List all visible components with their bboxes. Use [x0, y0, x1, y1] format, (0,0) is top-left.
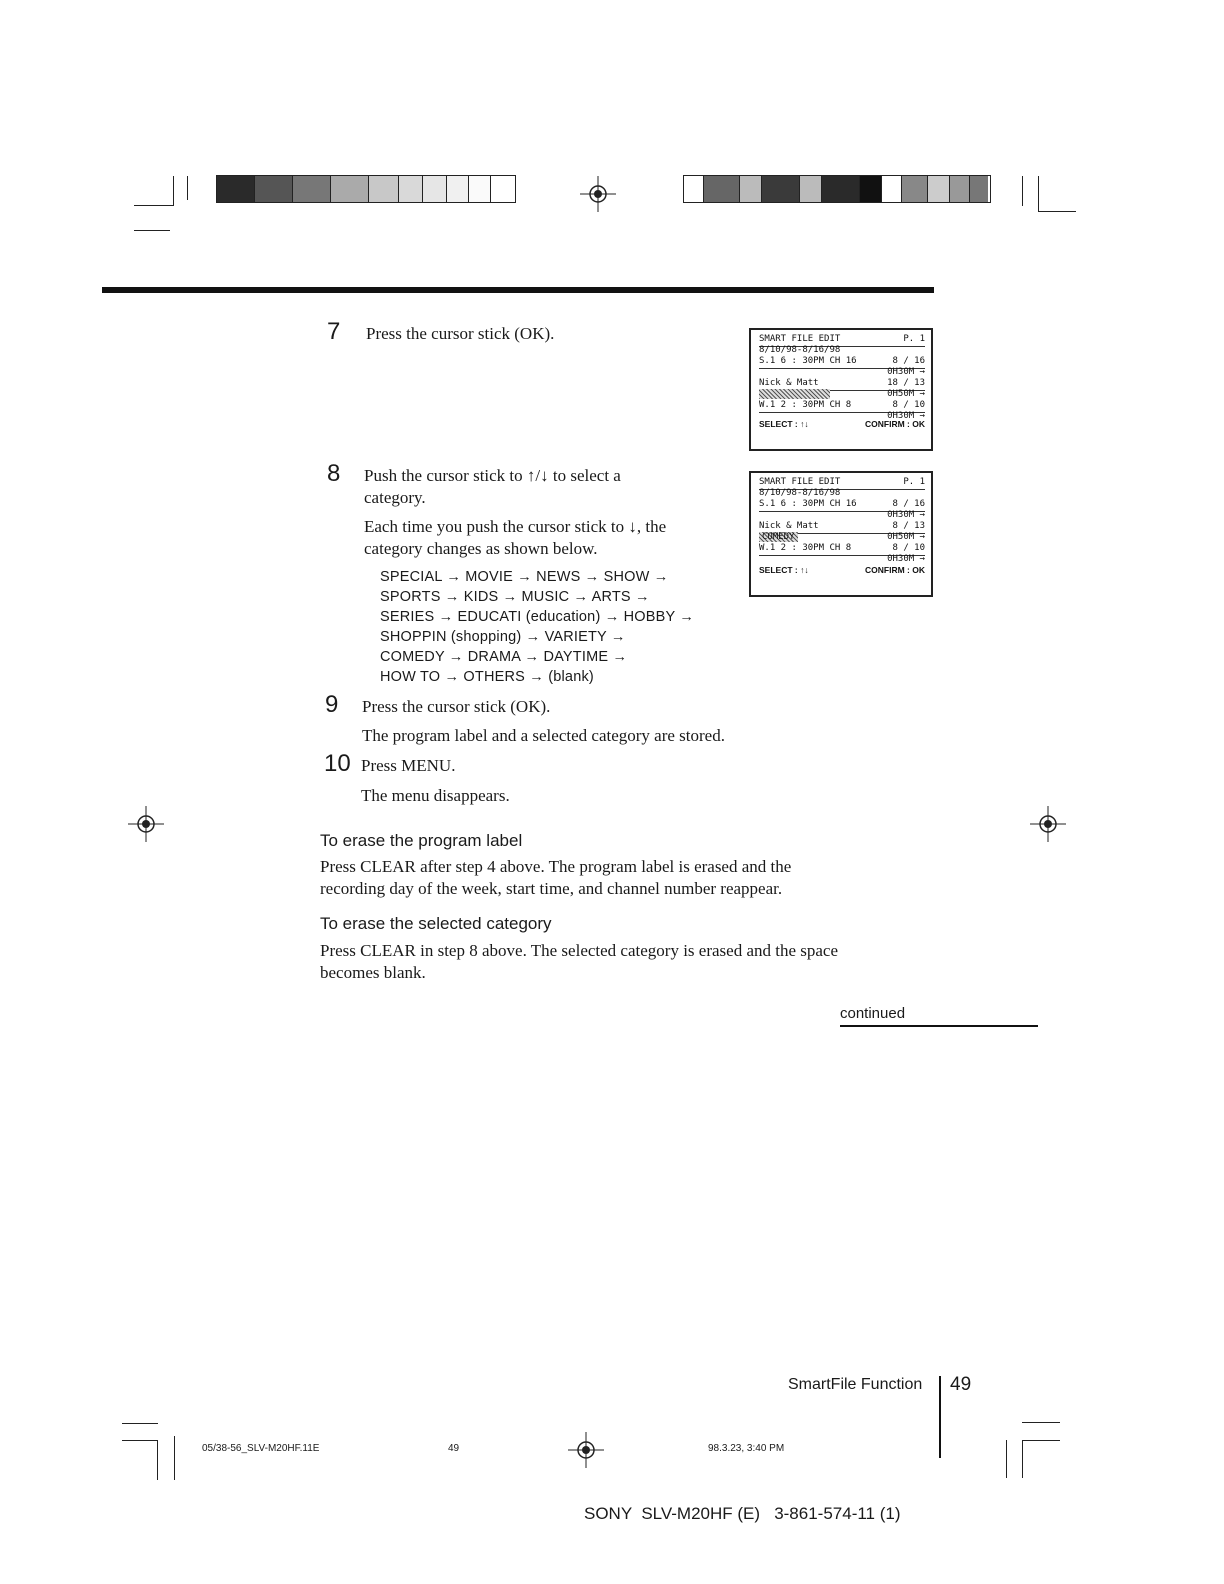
section-name: SmartFile Function	[788, 1376, 923, 1393]
osd-entry-length: 0H30M →	[887, 554, 925, 564]
osd-entry-date: 8 / 10	[892, 400, 925, 410]
page-number: 49	[950, 1374, 972, 1395]
step-detail: Each time you push the cursor stick to ↓, the category changes as shown below.	[364, 517, 667, 558]
crop-mark	[134, 205, 174, 206]
crop-mark	[122, 1440, 158, 1441]
osd-entry: S.1 6 : 30PM CH 16	[759, 499, 857, 509]
section-body: Press CLEAR after step 4 above. The program label is erased and the recording day of the week, start time, and channel number reappear.	[320, 857, 792, 898]
crop-mark	[1038, 211, 1076, 212]
crop-mark	[1022, 1422, 1060, 1423]
crop-mark	[1022, 176, 1023, 206]
crop-mark	[173, 176, 174, 206]
step-number: 8	[327, 460, 341, 487]
osd-title: SMART FILE EDIT	[759, 334, 841, 344]
registration-mark-icon	[1030, 806, 1066, 842]
osd-entry: S.1 6 : 30PM CH 16	[759, 356, 857, 366]
osd-date-range: 8/10/98-8/16/98	[759, 345, 841, 355]
category-cycle-list	[380, 567, 694, 687]
page-small: 49	[448, 1443, 460, 1454]
osd-entry-length: 0H30M →	[887, 510, 925, 520]
osd-category-highlight: COMEDY	[759, 532, 798, 542]
osd-date-range: 8/10/98-8/16/98	[759, 488, 841, 498]
osd-entry-date: 8 / 10	[892, 543, 925, 553]
osd-entry-length: 0H30M →	[887, 367, 925, 377]
osd-screen	[749, 328, 933, 451]
list-item: COMEDY → DRAMA → DAYTIME →	[380, 649, 628, 665]
osd-entry-date: 18 / 13	[887, 378, 925, 388]
osd-entry: Nick & Matt	[759, 521, 819, 531]
registration-mark-icon	[568, 1432, 604, 1468]
timestamp: 98.3.23, 3:40 PM	[708, 1443, 785, 1454]
osd-screen	[749, 471, 933, 597]
footer-divider	[939, 1376, 941, 1458]
osd-category-highlight	[759, 389, 830, 399]
osd-entry: W.1 2 : 30PM CH 8	[759, 543, 852, 553]
osd-select-hint: SELECT : ↑↓	[759, 419, 809, 429]
step-instruction: Push the cursor stick to ↑/↓ to select a category.	[364, 466, 621, 507]
osd-page: P. 1	[903, 334, 925, 344]
product-code: SONY SLV-M20HF (E) 3-861-574-11 (1)	[584, 1504, 901, 1523]
list-item: SERIES → EDUCATI (education) → HOBBY →	[380, 609, 695, 625]
crop-mark	[157, 1440, 158, 1480]
osd-entry: Nick & Matt	[759, 378, 819, 388]
osd-entry-length: 0H50M →	[887, 389, 925, 399]
list-item: SPECIAL → MOVIE → NEWS → SHOW →	[380, 569, 669, 585]
list-item: HOW TO → OTHERS → (blank)	[380, 669, 594, 685]
continued-rule	[840, 1025, 1038, 1027]
osd-title: SMART FILE EDIT	[759, 477, 841, 487]
step-instruction: Press the cursor stick (OK).	[362, 697, 551, 716]
file-slug: 05/38-56_SLV-M20HF.11E	[202, 1443, 320, 1454]
list-item: SHOPPIN (shopping) → VARIETY →	[380, 629, 626, 645]
registration-mark-icon	[580, 176, 616, 212]
crop-mark	[174, 1436, 175, 1480]
section-heading: To erase the program label	[320, 831, 523, 850]
step-number: 10	[324, 750, 351, 777]
osd-entry-date: 8 / 16	[892, 499, 925, 509]
continued-label: continued	[840, 1005, 906, 1022]
osd-select-hint: SELECT : ↑↓	[759, 565, 809, 575]
step-instruction: Press the cursor stick (OK).	[366, 324, 555, 343]
osd-entry: W.1 2 : 30PM CH 8	[759, 400, 852, 410]
osd-page: P. 1	[903, 477, 925, 487]
crop-mark	[122, 1423, 158, 1424]
crop-mark	[1022, 1440, 1060, 1441]
crop-mark	[1038, 176, 1039, 212]
osd-entry-date: 8 / 16	[892, 356, 925, 366]
osd-entry-length: 0H30M →	[887, 411, 925, 421]
header-rule	[102, 287, 934, 293]
step-instruction: Press MENU.	[361, 756, 456, 775]
calibration-bar-right	[683, 175, 991, 203]
calibration-bar-left	[216, 175, 516, 203]
osd-confirm-hint: CONFIRM : OK	[865, 419, 925, 429]
section-heading: To erase the selected category	[320, 914, 552, 933]
crop-mark	[1022, 1440, 1023, 1478]
step-number: 9	[325, 691, 339, 718]
osd-confirm-hint: CONFIRM : OK	[865, 565, 925, 575]
crop-mark	[1006, 1440, 1007, 1478]
section-body: Press CLEAR in step 8 above. The selected category is erased and the space becomes blank.	[320, 941, 839, 982]
step-number: 7	[327, 318, 341, 345]
list-item: SPORTS → KIDS → MUSIC → ARTS →	[380, 589, 650, 605]
step-detail: The program label and a selected category are stored.	[362, 726, 725, 745]
osd-entry-length: 0H50M →	[887, 532, 925, 542]
crop-mark	[187, 176, 188, 200]
registration-mark-icon	[128, 806, 164, 842]
osd-entry-date: 8 / 13	[892, 521, 925, 531]
crop-mark	[134, 230, 170, 231]
step-detail: The menu disappears.	[361, 786, 510, 805]
